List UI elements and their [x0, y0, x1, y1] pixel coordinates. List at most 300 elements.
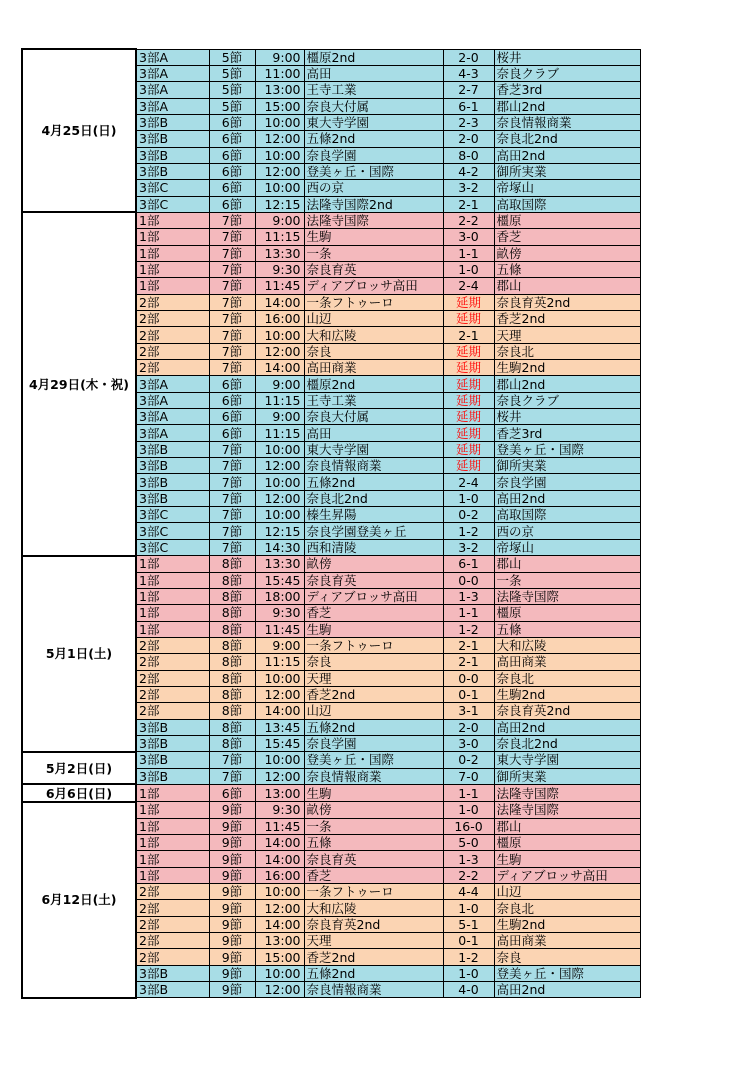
score-cell: 2-7: [443, 82, 494, 98]
home-team-cell: 王寺工業: [304, 392, 443, 408]
home-team-cell: 奈良育英: [304, 261, 443, 277]
home-team-cell: 奈良大付属: [304, 98, 443, 114]
away-team-cell: 香芝3rd: [494, 82, 640, 98]
division-cell: 1部: [136, 784, 209, 801]
score-cell: 延期: [443, 425, 494, 441]
round-cell: 7節: [209, 278, 255, 294]
away-team-cell: 桜井: [494, 49, 640, 65]
kickoff-time-cell: 15:00: [255, 949, 304, 965]
round-cell: 8節: [209, 670, 255, 686]
home-team-cell: 一条: [304, 245, 443, 261]
away-team-cell: 法隆寺国際: [494, 784, 640, 801]
table-row: [22, 212, 640, 228]
round-cell: 9節: [209, 916, 255, 932]
kickoff-time-cell: 11:15: [255, 229, 304, 245]
kickoff-time-cell: 13:30: [255, 245, 304, 261]
division-cell: 2部: [136, 327, 209, 343]
score-cell: 4-4: [443, 884, 494, 900]
away-team-cell: 奈良北: [494, 670, 640, 686]
round-cell: 9節: [209, 900, 255, 916]
home-team-cell: 奈良育英: [304, 572, 443, 588]
round-cell: 5節: [209, 98, 255, 114]
round-cell: 9節: [209, 835, 255, 851]
score-cell: 延期: [443, 409, 494, 425]
kickoff-time-cell: 14:00: [255, 916, 304, 932]
away-team-cell: 高田商業: [494, 654, 640, 670]
home-team-cell: 登美ヶ丘・国際: [304, 752, 443, 768]
score-cell: 延期: [443, 294, 494, 310]
division-cell: 1部: [136, 245, 209, 261]
away-team-cell: 生駒2nd: [494, 360, 640, 376]
home-team-cell: 一条フトゥーロ: [304, 637, 443, 653]
score-cell: 延期: [443, 458, 494, 474]
home-team-cell: 五條2nd: [304, 131, 443, 147]
home-team-cell: 一条: [304, 818, 443, 834]
division-cell: 3部B: [136, 768, 209, 784]
kickoff-time-cell: 13:30: [255, 556, 304, 572]
away-team-cell: 法隆寺国際: [494, 802, 640, 818]
kickoff-time-cell: 18:00: [255, 588, 304, 604]
round-cell: 6節: [209, 196, 255, 212]
division-cell: 3部B: [136, 752, 209, 768]
division-cell: 1部: [136, 851, 209, 867]
home-team-cell: 奈良学園: [304, 147, 443, 163]
round-cell: 9節: [209, 965, 255, 981]
home-team-cell: 王寺工業: [304, 82, 443, 98]
away-team-cell: 奈良クラブ: [494, 65, 640, 81]
score-cell: 1-1: [443, 245, 494, 261]
round-cell: 7節: [209, 212, 255, 228]
home-team-cell: 生駒: [304, 229, 443, 245]
match-date: 5月2日(日): [22, 752, 136, 785]
division-cell: 2部: [136, 916, 209, 932]
division-cell: 3部B: [136, 114, 209, 130]
division-cell: 2部: [136, 686, 209, 702]
round-cell: 7節: [209, 752, 255, 768]
division-cell: 2部: [136, 360, 209, 376]
away-team-cell: 橿原: [494, 605, 640, 621]
kickoff-time-cell: 14:30: [255, 539, 304, 555]
score-cell: 延期: [443, 441, 494, 457]
home-team-cell: 天理: [304, 933, 443, 949]
away-team-cell: 奈良育英2nd: [494, 294, 640, 310]
round-cell: 7節: [209, 539, 255, 555]
kickoff-time-cell: 10:00: [255, 507, 304, 523]
kickoff-time-cell: 12:00: [255, 131, 304, 147]
home-team-cell: 奈良: [304, 343, 443, 359]
score-cell: 5-1: [443, 916, 494, 932]
kickoff-time-cell: 9:00: [255, 49, 304, 65]
kickoff-time-cell: 10:00: [255, 327, 304, 343]
division-cell: 1部: [136, 605, 209, 621]
kickoff-time-cell: 12:00: [255, 982, 304, 998]
division-cell: 3部A: [136, 376, 209, 392]
kickoff-time-cell: 9:30: [255, 605, 304, 621]
kickoff-time-cell: 14:00: [255, 360, 304, 376]
division-cell: 1部: [136, 835, 209, 851]
division-cell: 3部B: [136, 735, 209, 751]
home-team-cell: 山辺: [304, 703, 443, 719]
division-cell: 3部B: [136, 163, 209, 179]
away-team-cell: 高田2nd: [494, 147, 640, 163]
score-cell: 延期: [443, 360, 494, 376]
kickoff-time-cell: 13:00: [255, 933, 304, 949]
kickoff-time-cell: 10:00: [255, 474, 304, 490]
kickoff-time-cell: 11:45: [255, 278, 304, 294]
round-cell: 5節: [209, 49, 255, 65]
away-team-cell: 奈良北2nd: [494, 131, 640, 147]
away-team-cell: 帝塚山: [494, 539, 640, 555]
division-cell: 3部B: [136, 147, 209, 163]
away-team-cell: 郡山2nd: [494, 376, 640, 392]
round-cell: 8節: [209, 703, 255, 719]
score-cell: 2-3: [443, 114, 494, 130]
away-team-cell: 奈良北: [494, 900, 640, 916]
table-row: [22, 802, 640, 818]
away-team-cell: 奈良北: [494, 343, 640, 359]
score-cell: 2-2: [443, 867, 494, 883]
away-team-cell: 高取国際: [494, 507, 640, 523]
round-cell: 7節: [209, 245, 255, 261]
kickoff-time-cell: 11:15: [255, 654, 304, 670]
home-team-cell: 一条フトゥーロ: [304, 294, 443, 310]
table-row: [22, 784, 640, 801]
away-team-cell: 五條: [494, 261, 640, 277]
score-cell: 2-4: [443, 474, 494, 490]
score-cell: 4-3: [443, 65, 494, 81]
kickoff-time-cell: 9:00: [255, 409, 304, 425]
score-cell: 2-1: [443, 654, 494, 670]
home-team-cell: 東大寺学園: [304, 441, 443, 457]
score-cell: 2-4: [443, 278, 494, 294]
score-cell: 1-3: [443, 588, 494, 604]
home-team-cell: 山辺: [304, 311, 443, 327]
score-cell: 3-1: [443, 703, 494, 719]
score-cell: 2-2: [443, 212, 494, 228]
round-cell: 8節: [209, 572, 255, 588]
round-cell: 9節: [209, 867, 255, 883]
home-team-cell: 大和広陵: [304, 327, 443, 343]
kickoff-time-cell: 10:00: [255, 965, 304, 981]
division-cell: 2部: [136, 311, 209, 327]
round-cell: 9節: [209, 949, 255, 965]
match-date: 6月12日(土): [22, 802, 136, 998]
home-team-cell: 奈良情報商業: [304, 458, 443, 474]
division-cell: 3部C: [136, 523, 209, 539]
score-cell: 2-1: [443, 327, 494, 343]
score-cell: 延期: [443, 392, 494, 408]
away-team-cell: 生駒2nd: [494, 916, 640, 932]
away-team-cell: 御所実業: [494, 163, 640, 179]
round-cell: 7節: [209, 768, 255, 784]
round-cell: 7節: [209, 507, 255, 523]
score-cell: 16-0: [443, 818, 494, 834]
table-row: [22, 556, 640, 572]
kickoff-time-cell: 14:00: [255, 851, 304, 867]
round-cell: 6節: [209, 409, 255, 425]
match-date: 5月1日(土): [22, 556, 136, 752]
round-cell: 6節: [209, 180, 255, 196]
round-cell: 7節: [209, 441, 255, 457]
kickoff-time-cell: 12:00: [255, 768, 304, 784]
round-cell: 5節: [209, 65, 255, 81]
away-team-cell: 香芝2nd: [494, 311, 640, 327]
kickoff-time-cell: 12:00: [255, 458, 304, 474]
away-team-cell: 生駒: [494, 851, 640, 867]
score-cell: 6-1: [443, 98, 494, 114]
away-team-cell: 橿原: [494, 835, 640, 851]
division-cell: 3部A: [136, 409, 209, 425]
score-cell: 1-0: [443, 490, 494, 506]
round-cell: 8節: [209, 605, 255, 621]
kickoff-time-cell: 11:15: [255, 425, 304, 441]
division-cell: 3部A: [136, 425, 209, 441]
score-cell: 0-2: [443, 507, 494, 523]
score-cell: 1-3: [443, 851, 494, 867]
away-team-cell: 桜井: [494, 409, 640, 425]
home-team-cell: 西の京: [304, 180, 443, 196]
schedule-body: [22, 49, 640, 998]
score-cell: 4-0: [443, 982, 494, 998]
division-cell: 3部A: [136, 82, 209, 98]
division-cell: 3部B: [136, 965, 209, 981]
away-team-cell: 登美ヶ丘・国際: [494, 965, 640, 981]
score-cell: 2-0: [443, 719, 494, 735]
home-team-cell: 奈良育英: [304, 851, 443, 867]
division-cell: 3部A: [136, 65, 209, 81]
division-cell: 3部B: [136, 131, 209, 147]
kickoff-time-cell: 12:00: [255, 490, 304, 506]
round-cell: 7節: [209, 360, 255, 376]
kickoff-time-cell: 15:00: [255, 98, 304, 114]
home-team-cell: 奈良情報商業: [304, 768, 443, 784]
home-team-cell: 畝傍: [304, 802, 443, 818]
division-cell: 2部: [136, 637, 209, 653]
away-team-cell: 天理: [494, 327, 640, 343]
away-team-cell: 奈良学園: [494, 474, 640, 490]
home-team-cell: 榛生昇陽: [304, 507, 443, 523]
kickoff-time-cell: 10:00: [255, 441, 304, 457]
division-cell: 1部: [136, 621, 209, 637]
score-cell: 1-2: [443, 949, 494, 965]
kickoff-time-cell: 10:00: [255, 180, 304, 196]
score-cell: 1-2: [443, 621, 494, 637]
division-cell: 1部: [136, 556, 209, 572]
division-cell: 3部C: [136, 180, 209, 196]
away-team-cell: 東大寺学園: [494, 752, 640, 768]
round-cell: 7節: [209, 294, 255, 310]
score-cell: 3-0: [443, 229, 494, 245]
division-cell: 2部: [136, 294, 209, 310]
kickoff-time-cell: 16:00: [255, 867, 304, 883]
round-cell: 7節: [209, 490, 255, 506]
away-team-cell: 奈良クラブ: [494, 392, 640, 408]
round-cell: 7節: [209, 458, 255, 474]
kickoff-time-cell: 10:00: [255, 114, 304, 130]
score-cell: 1-0: [443, 261, 494, 277]
division-cell: 1部: [136, 278, 209, 294]
division-cell: 3部A: [136, 49, 209, 65]
away-team-cell: 郡山: [494, 818, 640, 834]
away-team-cell: 御所実業: [494, 768, 640, 784]
away-team-cell: 奈良育英2nd: [494, 703, 640, 719]
away-team-cell: 高田2nd: [494, 982, 640, 998]
away-team-cell: 登美ヶ丘・国際: [494, 441, 640, 457]
kickoff-time-cell: 14:00: [255, 703, 304, 719]
kickoff-time-cell: 15:45: [255, 572, 304, 588]
home-team-cell: 生駒: [304, 784, 443, 801]
division-cell: 3部C: [136, 507, 209, 523]
home-team-cell: 高田商業: [304, 360, 443, 376]
home-team-cell: 奈良大付属: [304, 409, 443, 425]
away-team-cell: 奈良: [494, 949, 640, 965]
score-cell: 1-1: [443, 605, 494, 621]
round-cell: 9節: [209, 818, 255, 834]
away-team-cell: 高田商業: [494, 933, 640, 949]
round-cell: 6節: [209, 131, 255, 147]
home-team-cell: 香芝: [304, 605, 443, 621]
division-cell: 3部C: [136, 539, 209, 555]
round-cell: 7節: [209, 261, 255, 277]
score-cell: 0-2: [443, 752, 494, 768]
kickoff-time-cell: 14:00: [255, 294, 304, 310]
home-team-cell: 香芝2nd: [304, 949, 443, 965]
kickoff-time-cell: 10:00: [255, 670, 304, 686]
kickoff-time-cell: 10:00: [255, 147, 304, 163]
kickoff-time-cell: 9:30: [255, 261, 304, 277]
score-cell: 1-2: [443, 523, 494, 539]
kickoff-time-cell: 13:00: [255, 82, 304, 98]
division-cell: 2部: [136, 933, 209, 949]
home-team-cell: 生駒: [304, 621, 443, 637]
home-team-cell: 五條2nd: [304, 719, 443, 735]
round-cell: 6節: [209, 425, 255, 441]
round-cell: 6節: [209, 163, 255, 179]
division-cell: 1部: [136, 867, 209, 883]
score-cell: 0-1: [443, 686, 494, 702]
kickoff-time-cell: 11:45: [255, 621, 304, 637]
division-cell: 3部B: [136, 490, 209, 506]
score-cell: 3-2: [443, 539, 494, 555]
home-team-cell: 五條: [304, 835, 443, 851]
round-cell: 6節: [209, 392, 255, 408]
score-cell: 5-0: [443, 835, 494, 851]
score-cell: 7-0: [443, 768, 494, 784]
home-team-cell: ディアブロッサ高田: [304, 588, 443, 604]
home-team-cell: 奈良育英2nd: [304, 916, 443, 932]
division-cell: 2部: [136, 670, 209, 686]
home-team-cell: 奈良北2nd: [304, 490, 443, 506]
round-cell: 8節: [209, 654, 255, 670]
score-cell: 2-1: [443, 196, 494, 212]
away-team-cell: 五條: [494, 621, 640, 637]
kickoff-time-cell: 9:00: [255, 637, 304, 653]
kickoff-time-cell: 12:15: [255, 196, 304, 212]
round-cell: 8節: [209, 588, 255, 604]
home-team-cell: 大和広陵: [304, 900, 443, 916]
round-cell: 6節: [209, 147, 255, 163]
round-cell: 8節: [209, 735, 255, 751]
score-cell: 延期: [443, 311, 494, 327]
away-team-cell: 帝塚山: [494, 180, 640, 196]
away-team-cell: 高取国際: [494, 196, 640, 212]
round-cell: 8節: [209, 637, 255, 653]
division-cell: 3部A: [136, 98, 209, 114]
division-cell: 1部: [136, 802, 209, 818]
home-team-cell: 奈良情報商業: [304, 982, 443, 998]
kickoff-time-cell: 14:00: [255, 835, 304, 851]
home-team-cell: 高田: [304, 65, 443, 81]
kickoff-time-cell: 11:00: [255, 65, 304, 81]
home-team-cell: 西和清陵: [304, 539, 443, 555]
division-cell: 2部: [136, 884, 209, 900]
home-team-cell: 香芝2nd: [304, 686, 443, 702]
kickoff-time-cell: 10:00: [255, 752, 304, 768]
away-team-cell: 山辺: [494, 884, 640, 900]
match-date: 4月25日(日): [22, 49, 136, 212]
division-cell: 3部B: [136, 982, 209, 998]
score-cell: 1-0: [443, 965, 494, 981]
away-team-cell: 法隆寺国際: [494, 588, 640, 604]
away-team-cell: ディアブロッサ高田: [494, 867, 640, 883]
home-team-cell: 天理: [304, 670, 443, 686]
score-cell: 1-1: [443, 784, 494, 801]
home-team-cell: 法隆寺国際2nd: [304, 196, 443, 212]
kickoff-time-cell: 12:00: [255, 900, 304, 916]
score-cell: 4-2: [443, 163, 494, 179]
kickoff-time-cell: 9:00: [255, 376, 304, 392]
round-cell: 9節: [209, 802, 255, 818]
round-cell: 7節: [209, 327, 255, 343]
score-cell: 6-1: [443, 556, 494, 572]
score-cell: 延期: [443, 376, 494, 392]
score-cell: 3-0: [443, 735, 494, 751]
away-team-cell: 郡山2nd: [494, 98, 640, 114]
kickoff-time-cell: 12:00: [255, 163, 304, 179]
division-cell: 3部B: [136, 719, 209, 735]
away-team-cell: 生駒2nd: [494, 686, 640, 702]
kickoff-time-cell: 15:45: [255, 735, 304, 751]
round-cell: 7節: [209, 343, 255, 359]
away-team-cell: 郡山: [494, 556, 640, 572]
away-team-cell: 郡山: [494, 278, 640, 294]
table-row: [22, 752, 640, 768]
score-cell: 3-2: [443, 180, 494, 196]
division-cell: 2部: [136, 654, 209, 670]
round-cell: 9節: [209, 933, 255, 949]
division-cell: 3部B: [136, 441, 209, 457]
home-team-cell: 橿原2nd: [304, 49, 443, 65]
home-team-cell: 高田: [304, 425, 443, 441]
score-cell: 0-1: [443, 933, 494, 949]
kickoff-time-cell: 13:00: [255, 784, 304, 801]
kickoff-time-cell: 11:45: [255, 818, 304, 834]
round-cell: 8節: [209, 719, 255, 735]
division-cell: 1部: [136, 229, 209, 245]
score-cell: 2-0: [443, 49, 494, 65]
round-cell: 7節: [209, 311, 255, 327]
kickoff-time-cell: 12:00: [255, 686, 304, 702]
schedule-table: [21, 48, 641, 999]
division-cell: 2部: [136, 703, 209, 719]
round-cell: 9節: [209, 851, 255, 867]
home-team-cell: 奈良: [304, 654, 443, 670]
home-team-cell: 登美ヶ丘・国際: [304, 163, 443, 179]
round-cell: 9節: [209, 884, 255, 900]
kickoff-time-cell: 9:00: [255, 212, 304, 228]
score-cell: 2-1: [443, 637, 494, 653]
away-team-cell: 御所実業: [494, 458, 640, 474]
